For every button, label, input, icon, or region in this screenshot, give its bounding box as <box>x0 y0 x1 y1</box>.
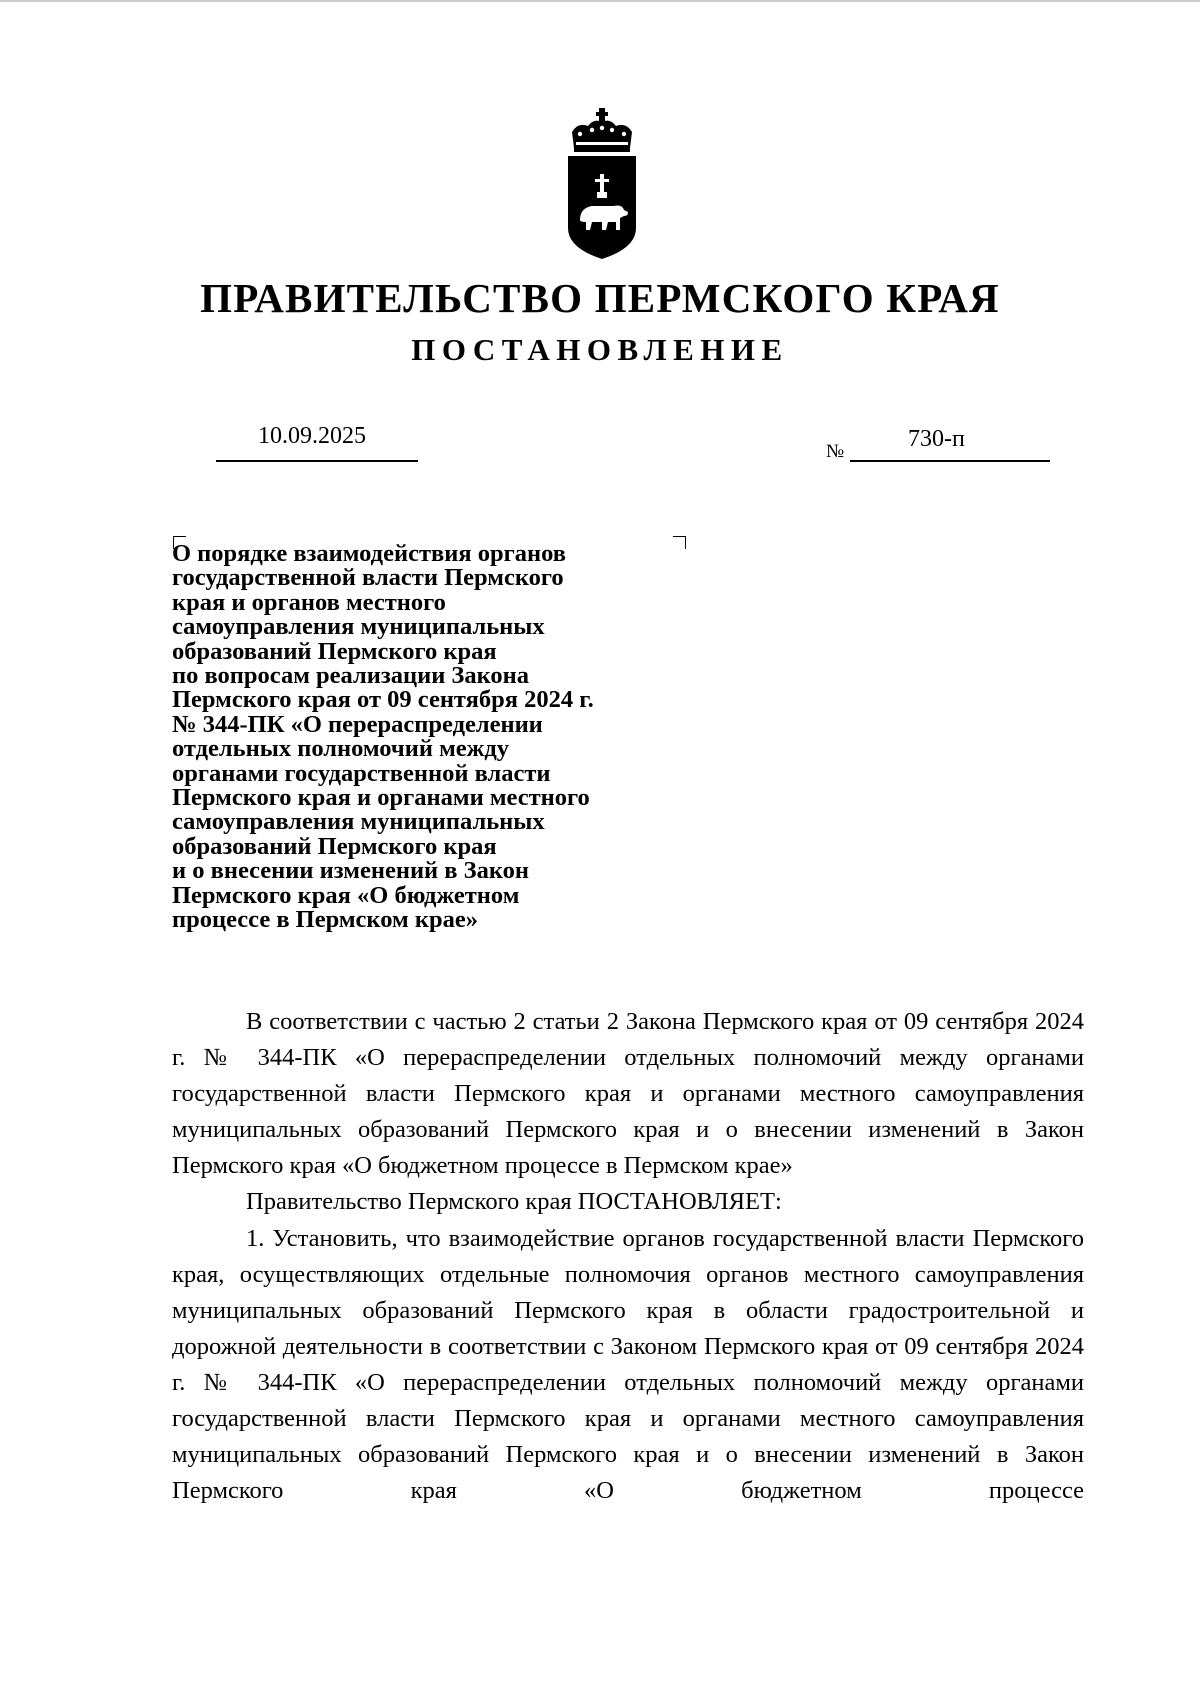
subject-line: Пермского края от 09 сентября 2024 г. <box>172 686 594 714</box>
page-top-edge <box>0 0 1200 2</box>
subject-line: самоуправления муниципальных <box>172 808 545 836</box>
coat-of-arms-icon <box>566 108 638 260</box>
subject-line: № 344-ПК «О перераспределении <box>172 710 543 738</box>
subject-line: государственной власти Пермского <box>172 564 564 592</box>
government-title: ПРАВИТЕЛЬСТВО ПЕРМСКОГО КРАЯ <box>200 275 1000 321</box>
subject-line: и о внесении изменений в Закон <box>172 857 529 885</box>
subject-line: края и органов местного <box>172 588 446 616</box>
subject-line: О порядке взаимодействия органов <box>172 540 566 567</box>
item-1-paragraph: 1. Установить, что взаимодействие органов государственной власти Пермского края, осуществляющих отдельные полномочия органов местного самоуправления муниципальных образований Пермского края в области градостроительной и дорожной деятельности в соответствии с Законом Пермского края от 09 сентября 2024 г. № 344-ПК «О перераспределении отдельных полномочий между органами государственной власти Пермского края и органами местного самоуправления муниципальных образований Пермского края и о внесении изменений в Закон Пермского края «О бюджетном процессе <box>172 1224 1084 1505</box>
document-body <box>172 1004 1084 1509</box>
number-sign: № <box>826 441 845 462</box>
document-type-heading: ПОСТАНОВЛЕНИЕ <box>411 332 789 367</box>
subject-line: Пермского края «О бюджетном <box>172 881 520 909</box>
subject-line: Пермского края и органами местного <box>172 784 590 812</box>
subject-bracket-right <box>673 536 686 549</box>
subject-line: по вопросам реализации Закона <box>172 662 530 690</box>
preamble-paragraph: В соответствии с частью 2 статьи 2 Закона Пермского края от 09 сентября 2024 г. № 344-ПК «О перераспределении отдельных полномочий между органами государственной власти Пермского края и органами местного самоуправления муниципальных образований Пермского края и о внесении изменений в Закон Пермского края «О бюджетном процессе в Пермском крае» <box>172 1008 1084 1180</box>
subject-line: процессе в Пермском крае» <box>172 906 478 934</box>
subject-line: органами государственной власти <box>172 759 551 787</box>
subject-line: образований Пермского края <box>172 637 497 665</box>
document-date: 10.09.2025 <box>258 423 366 449</box>
decree-paragraph: Правительство Пермского края ПОСТАНОВЛЯЕТ: <box>246 1188 782 1216</box>
subject-line: отдельных полномочий между <box>172 735 510 763</box>
date-underline <box>216 460 418 462</box>
subject-line: образований Пермского края <box>172 832 497 860</box>
document-subject <box>172 542 672 933</box>
number-underline <box>850 460 1050 462</box>
document-number: 730-п <box>908 426 965 452</box>
subject-line: самоуправления муниципальных <box>172 613 545 641</box>
